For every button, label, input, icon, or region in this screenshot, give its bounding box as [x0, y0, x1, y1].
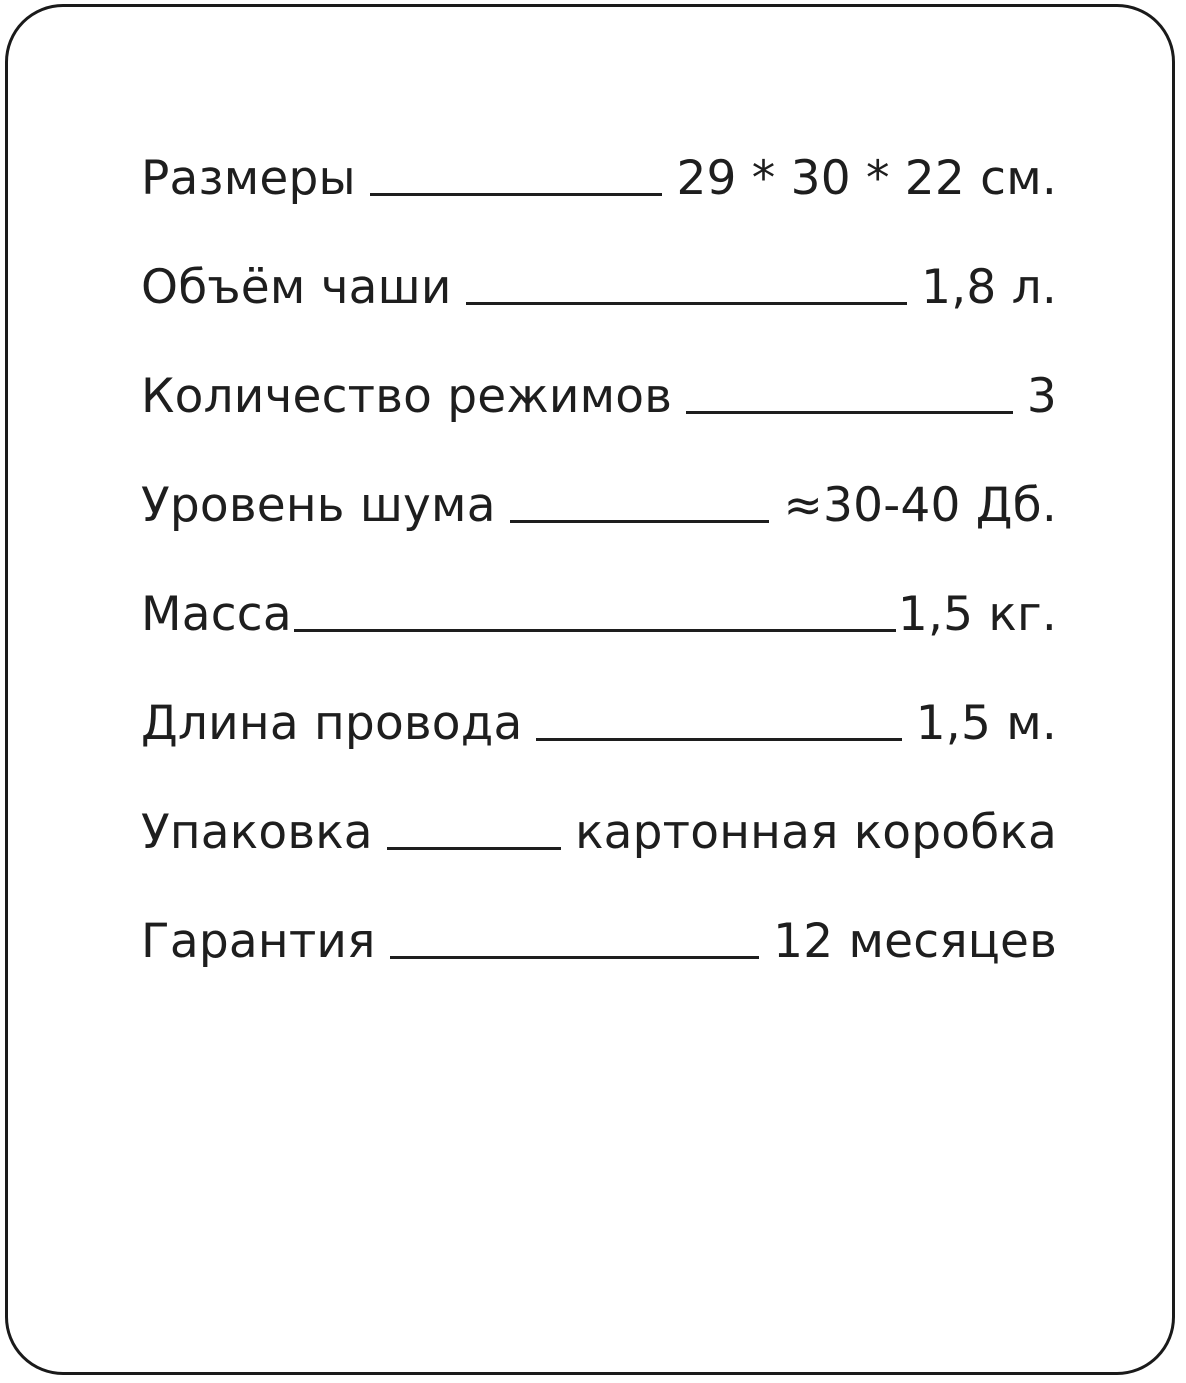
leader-line [686, 411, 1013, 414]
spec-value: картонная коробка [575, 805, 1057, 860]
spec-value: 3 [1026, 369, 1057, 424]
spec-label: Объём чаши [141, 260, 452, 315]
leader-line [294, 629, 896, 632]
spec-list [141, 147, 1057, 1019]
spec-row-bowl-volume [141, 256, 1057, 365]
spec-row-noise-level [141, 474, 1057, 583]
spec-row-modes-count [141, 365, 1057, 474]
spec-label: Количество режимов [141, 369, 673, 424]
spec-value: 1,8 л. [921, 260, 1057, 315]
spec-value: 12 месяцев [773, 914, 1057, 969]
spec-row-packaging [141, 801, 1057, 910]
spec-card [5, 4, 1175, 1375]
leader-line [510, 520, 770, 523]
leader-line [387, 847, 561, 850]
spec-value: 29 * 30 * 22 см. [676, 151, 1057, 206]
spec-row-weight [141, 583, 1057, 692]
leader-line [536, 738, 901, 741]
leader-line [370, 193, 663, 196]
leader-line [390, 956, 760, 959]
spec-label: Гарантия [141, 914, 376, 969]
spec-label: Упаковка [141, 805, 373, 860]
leader-line [466, 302, 908, 305]
spec-label: Масса [141, 587, 292, 642]
spec-label: Размеры [141, 151, 356, 206]
spec-row-dimensions [141, 147, 1057, 256]
spec-value: 1,5 кг. [897, 587, 1057, 642]
spec-value: 1,5 м. [915, 696, 1057, 751]
spec-label: Длина провода [141, 696, 523, 751]
spec-value: ≈30-40 Дб. [783, 478, 1057, 533]
spec-label: Уровень шума [141, 478, 496, 533]
spec-row-cord-length [141, 692, 1057, 801]
spec-row-warranty [141, 910, 1057, 1019]
